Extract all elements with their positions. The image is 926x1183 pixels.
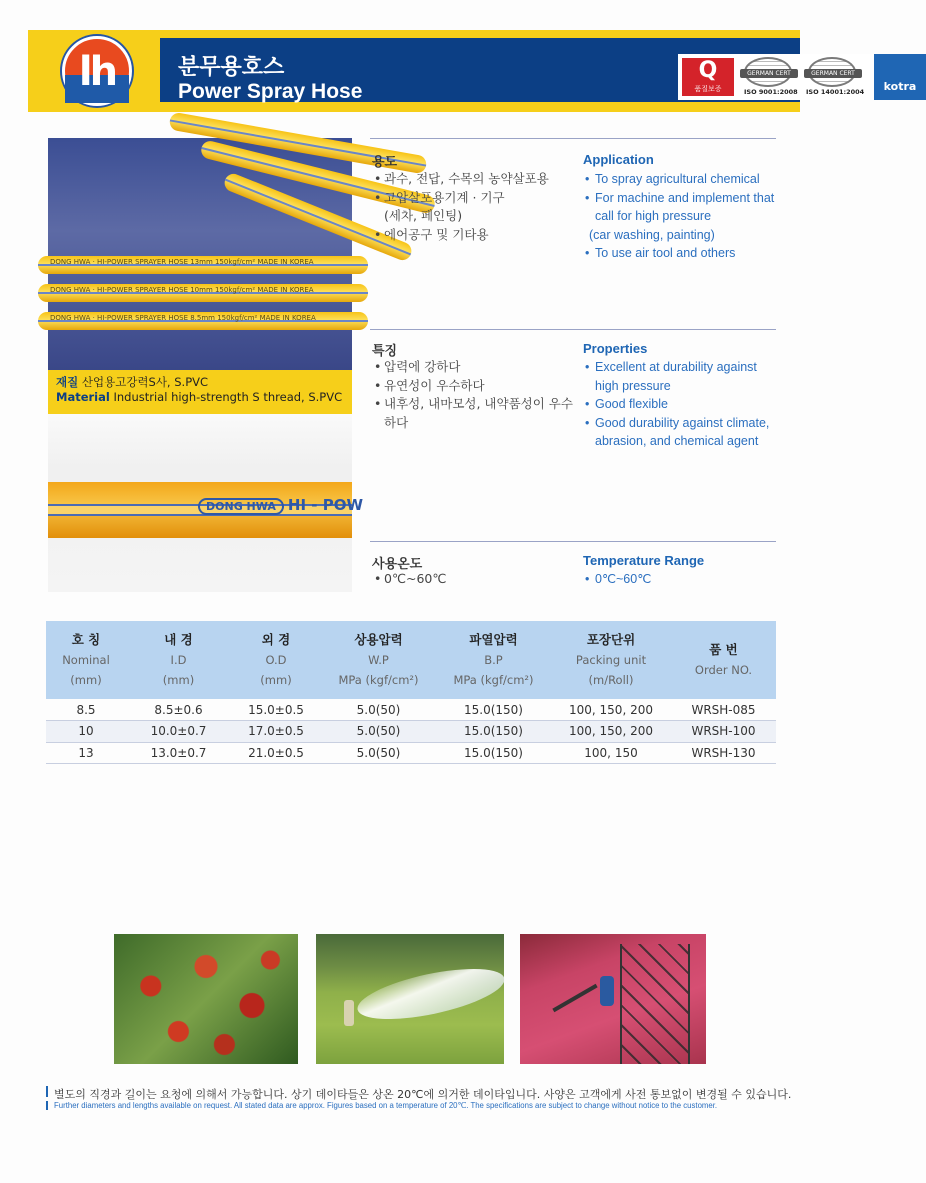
list-item: • 고압살포용기계 · 기구 [374,189,574,208]
table-cell: 21.0±0.5 [231,742,321,764]
list-item: • 에어공구 및 기타용 [374,226,574,245]
table-cell: 13 [46,742,126,764]
list-item: • To spray agricultural chemical [585,170,780,189]
temperature-heading-en: Temperature Range [583,553,705,568]
table-cell: 5.0(50) [321,742,436,764]
table-cell: 100, 150 [551,742,671,764]
temperature-value-ko: • 0℃~60℃ [374,570,574,589]
properties-heading-en: Properties [583,341,648,356]
hose-8-5mm: DONG HWA · HI-POWER SPRAYER HOSE 8.5mm 150kgf/cm² MADE IN KOREA [38,312,368,330]
header-banner [28,30,917,112]
table-cell: 5.0(50) [321,699,436,721]
table-row [46,742,776,764]
hose-closeup: DONG HWA HI - POW [48,482,352,538]
list-item: • 내후성, 내마모성, 내약품성이 우수 [374,395,574,414]
divider [370,541,776,542]
col-order-no: 품 번 Order NO. [694,642,753,677]
table-cell: 10 [46,721,126,743]
divider [370,138,776,139]
material-text-ko: 산업용고강력S사, S.PVC [81,375,209,389]
temperature-list-ko [374,570,574,589]
table-cell: 13.0±0.7 [126,742,231,764]
list-item-continuation: 하다 [384,414,409,430]
table-cell: WRSH-085 [671,699,776,721]
german-cert-globe-icon-2: GERMAN CERT [808,57,856,87]
product-photo-closeup [48,414,364,592]
lift-boom [552,984,597,1012]
table-cell: 8.5±0.6 [126,699,231,721]
table-cell: 100, 150, 200 [551,721,671,743]
table-cell: WRSH-130 [671,742,776,764]
application-list-en [585,170,780,263]
table-row [46,721,776,743]
material-label-ko: 재질 [56,375,79,389]
table-cell: 5.0(50) [321,721,436,743]
spec-table [46,621,776,764]
hose-10mm: DONG HWA · HI-POWER SPRAYER HOSE 10mm 150kgf/cm² MADE IN KOREA [38,284,368,302]
properties-heading-ko: 특징 [372,344,398,359]
list-item: • 압력에 강하다 [374,358,574,377]
german-cert-globe-icon: GERMAN CERT [744,57,792,87]
kotra-logo: kotra [874,54,926,100]
table-header-row [46,621,776,699]
table-cell: 15.0(150) [436,742,551,764]
steel-structure [620,944,690,1064]
list-item: • Good durability against climate, [585,414,780,433]
brand-pill: DONG HWA [198,498,284,515]
col-nominal: 호 칭 Nominal (mm) [62,632,110,687]
painter-figure [600,976,614,1006]
col-bp: 파열압력 B.P MPa (kgf/cm²) [453,632,534,687]
farmer-figure [344,1000,354,1026]
list-item-continuation: abrasion, and chemical agent [595,434,759,448]
table-row [46,699,776,721]
application-list-ko [374,170,574,244]
material-caption [48,370,352,414]
material-text-en: Industrial high-strength S thread, S.PVC [113,390,343,404]
photo-apple-orchard [114,934,298,1064]
col-packing: 포장단위 Packing unit (m/Roll) [575,632,647,687]
table-cell: 8.5 [46,699,126,721]
title-band [160,38,917,103]
photo-field-spraying [316,934,504,1064]
table-cell: WRSH-100 [671,721,776,743]
table-cell: 15.0(150) [436,699,551,721]
temperature-value-en: • 0℃~60℃ [585,570,780,589]
certification-badges [678,54,926,100]
list-item: • To use air tool and others [585,244,780,263]
list-item-continuation: (car washing, painting) [589,227,715,242]
list-item: • 유연성이 우수하다 [374,377,574,396]
company-logo [62,36,132,106]
list-item-continuation: high pressure [595,378,671,393]
application-heading-en: Application [583,152,654,167]
col-wp: 상용압력 W.P MPa (kgf/cm²) [338,632,419,687]
table-cell: 17.0±0.5 [231,721,321,743]
product-title-ko: 분무용호스 [178,55,285,80]
properties-list-ko [374,358,574,432]
list-item-continuation: (세차, 페인팅) [384,208,463,223]
footnote-marker [46,1086,48,1097]
iso-9001-label: ISO 9001:2008 [744,88,798,96]
list-item-continuation: call for high pressure [595,209,712,223]
table-cell: 15.0(150) [436,721,551,743]
list-item: • Good flexible [585,395,780,414]
product-photo-hoses [48,138,352,370]
spray-mist [353,959,508,1029]
table-cell: 15.0±0.5 [231,699,321,721]
list-item: • 과수, 전답, 수목의 농약살포용 [374,170,574,189]
col-od: 외 경 O.D (mm) [260,632,292,687]
hose-13mm: DONG HWA · HI-POWER SPRAYER HOSE 13mm 150kgf/cm² MADE IN KOREA [38,256,368,274]
iso-14001-label: ISO 14001:2004 [806,88,865,96]
list-item: • Excellent at durability against [585,358,780,377]
table-cell: 100, 150, 200 [551,699,671,721]
footnote-en: Further diameters and lengths available on request. All stated data are approx. Figures based on a temperature of 20℃. The specifications are subject to change without notice to the customer. [54,1101,718,1110]
divider [370,329,776,330]
photo-spray-painting [520,934,706,1064]
temperature-heading-ko: 사용온도 [372,557,423,572]
properties-list-en [585,358,780,451]
footnote-marker [46,1101,48,1110]
table-cell: 10.0±0.7 [126,721,231,743]
temperature-list-en [585,570,780,589]
quality-q-badge: Q 품질보증 [682,58,734,96]
footnote-ko: 별도의 직경과 길이는 요청에 의해서 가능합니다. 상기 데이타들은 상온 20℃에 의거한 데이타입니다. 사양은 고객에게 사전 통보없이 변경될 수 있습니다. [54,1088,792,1101]
list-item: • For machine and implement that [585,189,780,208]
application-heading-ko: 용도 [372,155,398,170]
product-title-en: Power Spray Hose [178,80,363,103]
col-id: 내 경 I.D (mm) [162,632,195,687]
logo-text: lh [78,49,116,95]
material-label-en: Material [56,390,110,404]
